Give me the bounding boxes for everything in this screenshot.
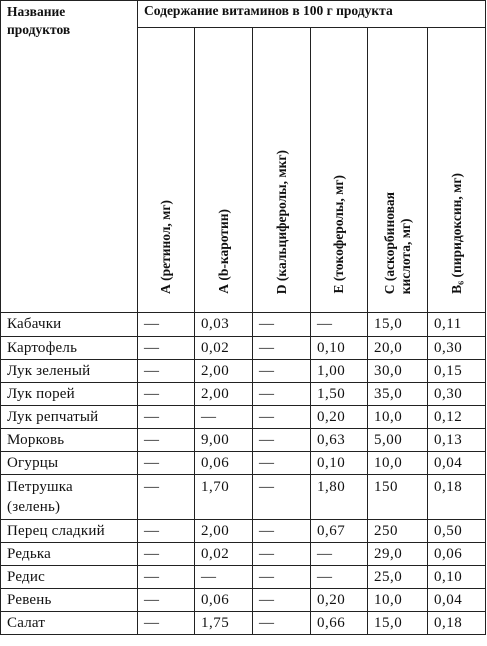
value-cell: — (138, 337, 195, 360)
value-cell: 0,50 (428, 520, 486, 543)
value-cell: 0,11 (428, 313, 486, 337)
value-cell: 2,00 (195, 360, 253, 383)
table-row (1, 313, 486, 337)
value-cell: — (138, 313, 195, 337)
value-cell: — (253, 313, 311, 337)
vitamin-content-header: Содержание витаминов в 100 г продукта (138, 1, 486, 28)
value-cell: 35,0 (368, 383, 428, 406)
value-cell: 0,02 (195, 543, 253, 566)
product-name-cell: Редька (1, 543, 138, 566)
value-cell: 0,04 (428, 589, 486, 612)
value-cell: 10,0 (368, 406, 428, 429)
value-cell: 10,0 (368, 452, 428, 475)
value-cell: — (253, 383, 311, 406)
value-cell: — (195, 566, 253, 589)
value-cell: 0,67 (311, 520, 368, 543)
value-cell: — (138, 543, 195, 566)
value-cell: — (138, 383, 195, 406)
value-cell: 1,00 (311, 360, 368, 383)
product-name-cell: Картофель (1, 337, 138, 360)
table-row (1, 475, 486, 520)
col-header-e-tocopherol: Е (токоферолы, мг) (311, 28, 368, 313)
value-cell: 10,0 (368, 589, 428, 612)
table-body (1, 313, 486, 635)
value-cell: 20,0 (368, 337, 428, 360)
value-cell: 0,12 (428, 406, 486, 429)
col-header-c-ascorbic: С (аскорбиновая кислота, мг) (368, 28, 428, 313)
value-cell: 0,10 (311, 452, 368, 475)
value-cell: 0,20 (311, 589, 368, 612)
value-cell: — (138, 589, 195, 612)
value-cell: 1,70 (195, 475, 253, 520)
value-cell: 0,30 (428, 383, 486, 406)
value-cell: 0,63 (311, 429, 368, 452)
value-cell: 0,30 (428, 337, 486, 360)
value-cell: — (138, 475, 195, 520)
value-cell: 30,0 (368, 360, 428, 383)
product-name-cell: Лук зеленый (1, 360, 138, 383)
value-cell: — (253, 589, 311, 612)
value-cell: 0,06 (195, 452, 253, 475)
table-row (1, 612, 486, 635)
value-cell: 2,00 (195, 383, 253, 406)
value-cell: — (253, 520, 311, 543)
table-row (1, 337, 486, 360)
product-name-cell: Огурцы (1, 452, 138, 475)
value-cell: 1,75 (195, 612, 253, 635)
value-cell: — (138, 520, 195, 543)
value-cell: 0,18 (428, 475, 486, 520)
value-cell: 25,0 (368, 566, 428, 589)
table-row (1, 429, 486, 452)
value-cell: 1,80 (311, 475, 368, 520)
value-cell: — (311, 313, 368, 337)
col-header-a-retinol: А (ретинол, мг) (138, 28, 195, 313)
value-cell: — (253, 406, 311, 429)
col-header-a-carotene: А (b-каротин) (195, 28, 253, 313)
product-name-cell: Редис (1, 566, 138, 589)
value-cell: 0,15 (428, 360, 486, 383)
value-cell: 0,06 (195, 589, 253, 612)
product-name-cell: Салат (1, 612, 138, 635)
value-cell: 0,10 (428, 566, 486, 589)
value-cell: 0,66 (311, 612, 368, 635)
value-cell: — (311, 543, 368, 566)
value-cell: — (253, 360, 311, 383)
value-cell: — (195, 406, 253, 429)
value-cell: 15,0 (368, 313, 428, 337)
value-cell: — (253, 566, 311, 589)
value-cell: — (253, 543, 311, 566)
value-cell: 0,20 (311, 406, 368, 429)
value-cell: — (138, 452, 195, 475)
value-cell: 1,50 (311, 383, 368, 406)
table-row (1, 589, 486, 612)
value-cell: 9,00 (195, 429, 253, 452)
value-cell: — (138, 612, 195, 635)
col-header-d-calciferol: D (кальциферолы, мкг) (253, 28, 311, 313)
value-cell: — (138, 360, 195, 383)
value-cell: 15,0 (368, 612, 428, 635)
table-row (1, 543, 486, 566)
value-cell: 0,02 (195, 337, 253, 360)
table-row (1, 360, 486, 383)
value-cell: 250 (368, 520, 428, 543)
value-cell: 29,0 (368, 543, 428, 566)
table-row (1, 566, 486, 589)
product-name-cell: Кабачки (1, 313, 138, 337)
value-cell: — (138, 406, 195, 429)
product-name-cell: Лук порей (1, 383, 138, 406)
product-name-cell: Ревень (1, 589, 138, 612)
table-row (1, 452, 486, 475)
value-cell: — (253, 612, 311, 635)
value-cell: 0,04 (428, 452, 486, 475)
value-cell: — (253, 452, 311, 475)
product-name-cell: Морковь (1, 429, 138, 452)
table-row (1, 520, 486, 543)
table-row (1, 383, 486, 406)
table-row (1, 406, 486, 429)
value-cell: 150 (368, 475, 428, 520)
value-cell: — (311, 566, 368, 589)
value-cell: 2,00 (195, 520, 253, 543)
product-name-cell: Лук репчатый (1, 406, 138, 429)
product-name-header: Название продуктов (1, 1, 138, 313)
value-cell: 0,10 (311, 337, 368, 360)
value-cell: 0,18 (428, 612, 486, 635)
value-cell: 0,06 (428, 543, 486, 566)
col-header-b6-pyridoxine: В₆ (пиридоксин, мг) (428, 28, 486, 313)
value-cell: — (253, 337, 311, 360)
value-cell: — (253, 475, 311, 520)
product-name-cell: Перец сладкий (1, 520, 138, 543)
value-cell: — (253, 429, 311, 452)
value-cell: 0,03 (195, 313, 253, 337)
value-cell: 0,13 (428, 429, 486, 452)
value-cell: — (138, 429, 195, 452)
value-cell: — (138, 566, 195, 589)
value-cell: 5,00 (368, 429, 428, 452)
product-name-cell: Петрушка (зелень) (1, 475, 138, 520)
